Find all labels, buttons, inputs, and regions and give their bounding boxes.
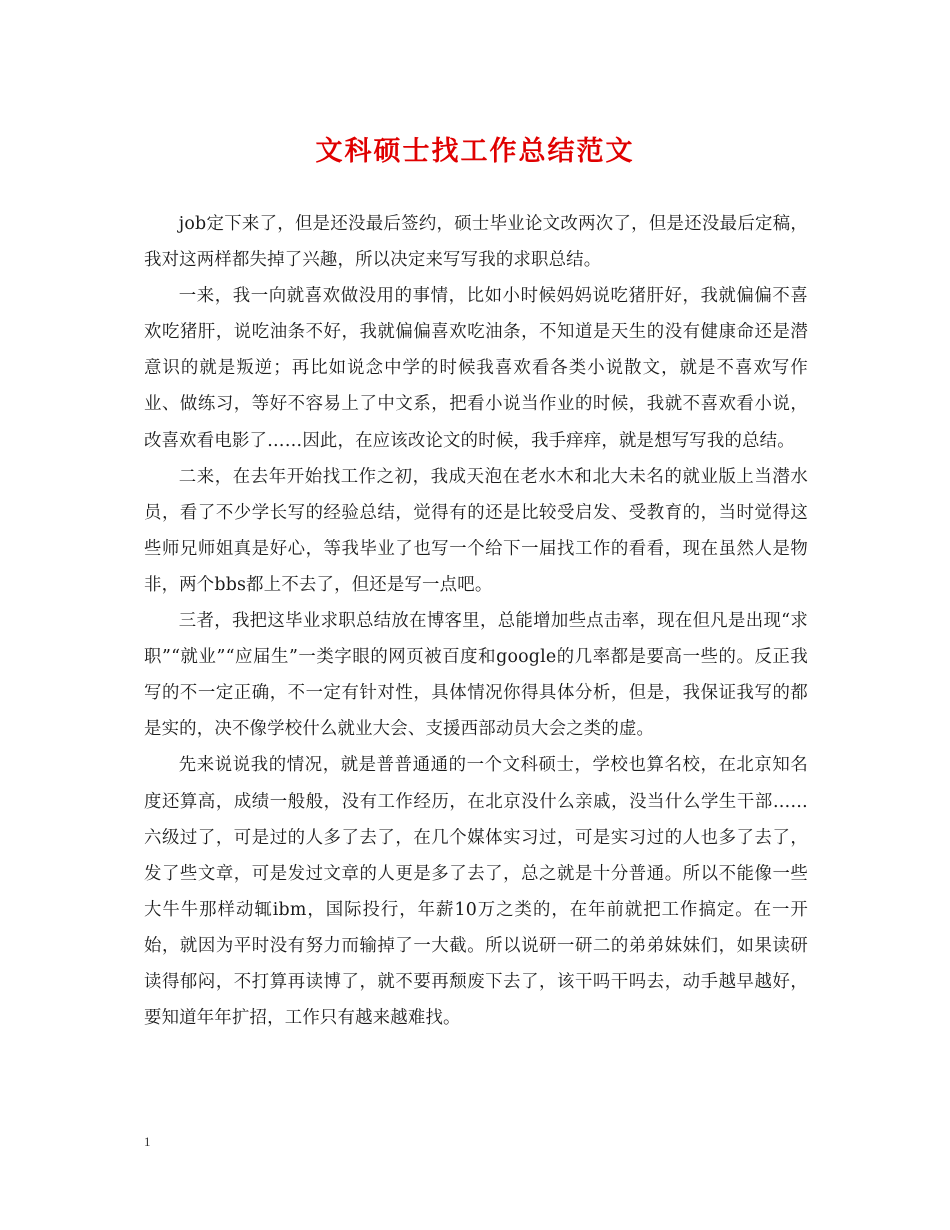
paragraph-5: 先来说说我的情况，就是普普通通的一个文科硕士，学校也算名校，在北京知名度还算高，成绩一般般，没有工作经历，在北京没什么亲戚，没当什么学生干部……六级过了，可是过的人多了去了，在几个媒体实习过，可是实习过的人也多了去了，发了些文章，可是发过文章的人更是多了去了，总之就是十分普通。所以不能像一些大牛牛那样动辄ibm，国际投行，年薪10万之类的，在年前就把工作搞定。在一开始，就因为平时没有努力而输掉了一大截。所以说研一研二的弟弟妹妹们，如果读研读得郁闷，不打算再读博了，就不要再颓废下去了，该干吗干吗去，动手越早越好，要知道年年扩招，工作只有越来越难找。 xyxy=(144,755,808,1029)
paragraph-1: job定下来了，但是还没最后签约，硕士毕业论文改两次了，但是还没最后定稿，我对这两样都失掉了兴趣，所以决定来写写我的求职总结。 xyxy=(144,214,808,271)
document-body xyxy=(144,206,808,1036)
paragraph-2: 一来，我一向就喜欢做没用的事情，比如小时候妈妈说吃猪肝好，我就偏偏不喜欢吃猪肝，说吃油条不好，我就偏偏喜欢吃油条，不知道是天生的没有健康命还是潜意识的就是叛逆；再比如说念中学的时候我喜欢看各类小说散文，就是不喜欢写作业、做练习，等好不容易上了中文系，把看小说当作业的时候，我就不喜欢看小说，改喜欢看电影了……因此，在应该改论文的时候，我手痒痒，就是想写写我的总结。 xyxy=(144,286,808,451)
page-number: 1 xyxy=(144,1134,151,1149)
document-title: 文科硕士找工作总结范文 xyxy=(315,136,635,167)
paragraph-3: 二来，在去年开始找工作之初，我成天泡在老水木和北大未名的就业版上当潜水员，看了不少学长写的经验总结，觉得有的还是比较受启发、受教育的，当时觉得这些师兄师姐真是好心，等我毕业了也写一个给下一届找工作的看看，现在虽然人是物非，两个bbs都上不去了，但还是写一点吧。 xyxy=(144,466,808,595)
paragraph-4: 三者，我把这毕业求职总结放在博客里，总能增加些点击率，现在但凡是出现“求职”“就业”“应届生”一类字眼的网页被百度和google的几率都是要高一些的。反正我写的不一定正确，不一定有针对性，具体情况你得具体分析，但是，我保证我写的都是实的，决不像学校什么就业大会、支援西部动员大会之类的虚。 xyxy=(144,611,808,740)
